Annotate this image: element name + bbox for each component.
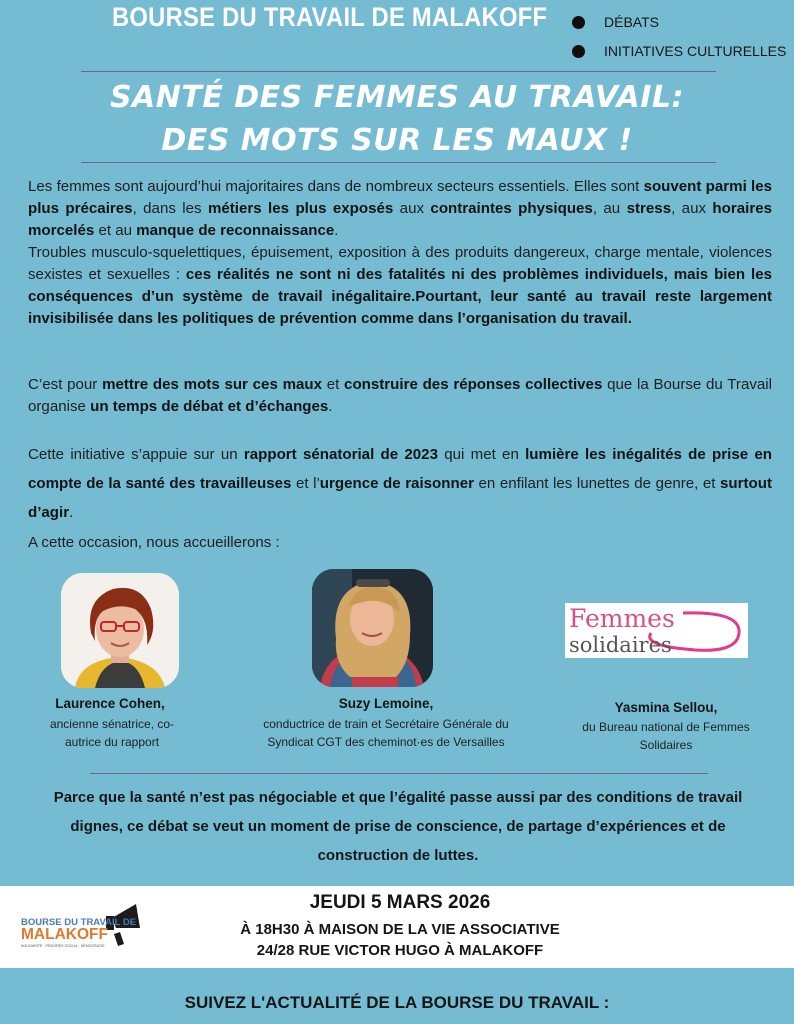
bullet-label: INITIATIVES CULTURELLES	[604, 43, 787, 59]
bullet-label: DÉBATS	[604, 14, 659, 30]
speaker-role-1: ancienne sénatrice, co-autrice du rapport	[49, 717, 175, 749]
bullet-dot-icon	[572, 16, 585, 29]
logo-tagline: SOLIDARITÉ · PROGRÈS SOCIAL · DÉMOCRATIE	[21, 944, 105, 948]
divider-top	[81, 71, 716, 72]
logo-line-2: MALAKOFF	[21, 926, 108, 943]
report-paragraph: Cette initiative s’appuie sur un rapport sénatorial de 2023 qui met en lumière les inégalités de prise en compte de la santé des travailleuses et l’urgence de raisonner en enfilant les lunettes de genre, et surtout d’agir.	[28, 446, 773, 521]
femmes-solidaires-mark-icon	[565, 603, 748, 658]
follow-heading: SUIVEZ L'ACTUALITÉ DE LA BOURSE DU TRAVAIL :	[184, 993, 610, 1012]
headline-line-2: DES MOTS SUR LES MAUX !	[161, 123, 633, 158]
intro-paragraph: Les femmes sont aujourd’hui majoritaires dans de nombreux secteurs essentiels. Elles sont souvent parmi les plus précaires, dans les métiers les plus exposés aux contraintes physiques, au stress, aux horaires morcelés et au manque de reconnaissance. Troubles musculo-squelettiques, épuisement, exposition à des produits dangereux, charge mentale, violences sexistes et sexuelles : ces réalités ne sont ni des fatalités ni des problèmes individuels, mais bien les conséquences d’un système de travail inégalitaire.Pourtant, leur santé au travail reste largement invisibilisée dans les politiques de prévention comme dans l’organisation du travail.	[28, 178, 773, 327]
bourse-megaphone-logo-icon	[20, 898, 144, 950]
portrait-illustration-icon	[312, 569, 433, 687]
logo-line-1: BOURSE DU TRAVAIL DE	[21, 917, 137, 928]
logo-word-femmes: Femmes	[569, 604, 675, 633]
closing-statement: Parce que la santé n’est pas négociable et que l’égalité passe aussi par des conditions de travail dignes, ce débat se veut un moment de prise de conscience, de partage d’expériences et de construction de luttes.	[53, 789, 743, 864]
bullet-dot-icon	[572, 45, 585, 58]
event-time-place: À 18H30 À MAISON DE LA VIE ASSOCIATIVE	[240, 921, 560, 938]
event-address: 24/28 RUE VICTOR HUGO À MALAKOFF	[256, 942, 544, 959]
divider-speakers	[90, 773, 708, 774]
headline	[0, 76, 794, 162]
bourse-logo	[20, 898, 144, 950]
brand-title: BOURSE DU TRAVAIL DE MALAKOFF	[112, 2, 548, 32]
speaker-role-2: conductrice de train et Secrétaire Générale du Syndicat CGT des cheminot·es de Versailles	[263, 717, 509, 749]
speaker-name-3: Yasmina Sellou,	[614, 700, 718, 715]
welcome-line: A cette occasion, nous accueillerons :	[28, 534, 280, 551]
speaker-role-3: du Bureau national de Femmes Solidaires	[582, 720, 750, 752]
femmes-solidaires-logo	[565, 603, 748, 658]
event-date: JEUDI 5 MARS 2026	[309, 892, 491, 913]
headline-line-1: SANTÉ DES FEMMES AU TRAVAIL:	[109, 80, 685, 115]
purpose-paragraph: C’est pour mettre des mots sur ces maux et construire des réponses collectives que la Bourse du Travail organise un temps de débat et d’échanges.	[28, 376, 772, 415]
bullet-item-culture	[572, 43, 786, 59]
bullet-item-debats	[572, 14, 659, 30]
speaker-name-2: Suzy Lemoine,	[338, 696, 434, 711]
logo-word-solidaires: solidaires	[569, 633, 672, 657]
portrait-illustration-icon	[61, 573, 179, 688]
speaker-photo-suzy-lemoine	[312, 569, 433, 687]
speaker-photo-laurence-cohen	[61, 573, 179, 688]
speaker-name-1: Laurence Cohen,	[55, 696, 165, 711]
divider-headline	[81, 162, 716, 163]
